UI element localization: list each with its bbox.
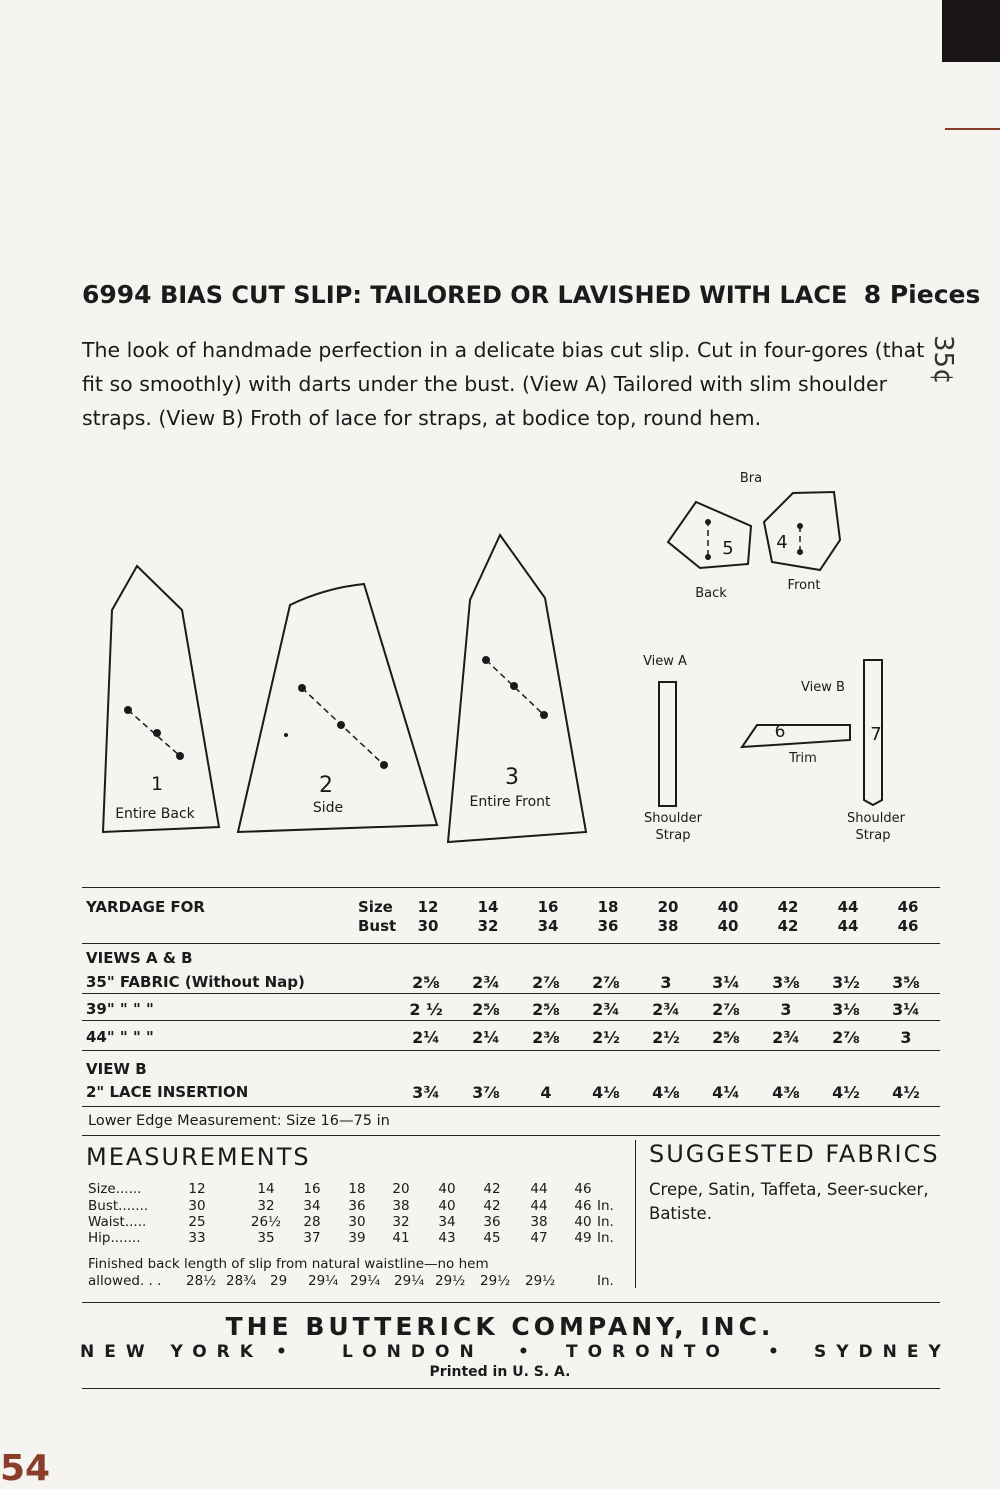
piece-2-outline: [238, 584, 437, 832]
measurement-cell: 36: [483, 1214, 501, 1230]
pattern-name: BIAS CUT SLIP: TAILORED OR LAVISHED WITH LACE: [159, 281, 848, 309]
measurement-cell: 47: [530, 1230, 548, 1246]
measurement-cell: 46: [574, 1181, 592, 1197]
company-name: THE BUTTERICK COMPANY, INC.: [225, 1312, 775, 1341]
yardage-heading: YARDAGE FOR: [86, 898, 205, 916]
yardage-cell: 2¾: [652, 1000, 680, 1019]
finished-length-cell: 28¾: [226, 1273, 257, 1289]
pieces-count: 8 Pieces: [863, 280, 981, 309]
corner-stamp: 54: [0, 1448, 51, 1489]
measurement-unit: In.: [597, 1230, 614, 1246]
corner-rule: [945, 128, 1000, 130]
bust-header-cell: 36: [597, 917, 619, 935]
piece-3-number: 3: [505, 765, 519, 790]
bust-header-cell: 44: [837, 917, 859, 935]
yardage-cell: 2⅞: [712, 1000, 740, 1019]
finished-length-cell: 29¼: [350, 1273, 381, 1289]
fabrics-title: SUGGESTED FABRICS: [649, 1140, 940, 1168]
measurement-cell: 20: [392, 1181, 410, 1197]
table-rule: [82, 1106, 940, 1107]
yardage-cell: 3⅜: [772, 973, 800, 992]
size-header-cell: 44: [837, 898, 859, 916]
measurement-cell: 43: [438, 1230, 456, 1246]
footer-rule: [82, 1388, 940, 1389]
view-b-heading: VIEW B: [86, 1060, 147, 1078]
column-divider: [635, 1140, 636, 1288]
piece-1-label: Entire Back: [115, 806, 195, 822]
fabrics-list: Crepe, Satin, Taffeta, Seer-sucker, Batiste.: [649, 1180, 929, 1223]
pattern-title: [82, 280, 981, 309]
view-a-label: View A: [643, 654, 687, 669]
measurement-cell: 30: [188, 1198, 206, 1214]
measurement-unit: In.: [597, 1214, 614, 1230]
city: SYDNEY: [814, 1342, 951, 1362]
yardage-cell: 2½: [652, 1028, 680, 1047]
yardage-cell: 2⅞: [832, 1028, 860, 1047]
table-rule: [82, 1135, 940, 1136]
measurement-cell: 38: [392, 1198, 410, 1214]
table-rule: [82, 943, 940, 944]
yardage-cell: 2¼: [472, 1028, 500, 1047]
piece-4-outline: [764, 492, 840, 570]
measurement-cell: 46: [574, 1198, 592, 1214]
yardage-cell: 3: [660, 973, 672, 992]
lace-cell: 4⅛: [652, 1083, 680, 1102]
size-header-cell: 40: [717, 898, 739, 916]
city-separator: •: [518, 1342, 539, 1362]
finished-length-cell: 29¼: [308, 1273, 339, 1289]
yardage-cell: 2⅝: [412, 973, 440, 992]
yardage-cell: 3: [900, 1028, 912, 1047]
pattern-description: The look of handmade perfection in a delicate bias cut slip. Cut in four-gores (that fit so smoothly) with darts under the bust. (View A) Tailored with slim shoulder straps. (View B) Froth of lace for straps, at bodice top, round hem.: [82, 338, 925, 430]
size-header-cell: 20: [657, 898, 679, 916]
yardage-row-label: 44" " " ": [86, 1028, 154, 1046]
measurement-cell: 28: [303, 1214, 321, 1230]
footer-rule: [82, 1302, 940, 1303]
measurement-cell: 12: [188, 1181, 206, 1197]
yardage-cell: 2⅞: [532, 973, 560, 992]
measurement-cell: 32: [257, 1198, 275, 1214]
finished-length-cell: 29¼: [394, 1273, 425, 1289]
measurement-cell: 14: [257, 1181, 275, 1197]
measurement-cell: 32: [392, 1214, 410, 1230]
piece-6-number: 6: [774, 722, 786, 742]
finished-length-cell: 28½: [186, 1273, 217, 1289]
piece-6-label: Trim: [789, 751, 817, 766]
yardage-cell: 2¾: [472, 973, 500, 992]
city: LONDON: [342, 1342, 484, 1362]
size-header-cell: 18: [597, 898, 619, 916]
measurements-title: MEASUREMENTS: [86, 1143, 311, 1171]
pattern-number: 6994: [82, 280, 152, 309]
finished-label: allowed. . .: [88, 1273, 162, 1289]
yardage-cell: 2¾: [592, 1000, 620, 1019]
measurement-cell: 16: [303, 1181, 321, 1197]
views-ab-heading: VIEWS A & B: [86, 949, 193, 967]
pattern-pieces-diagram: [0, 460, 1000, 880]
piece-2-label: Side: [312, 800, 344, 816]
bust-header-cell: 32: [477, 917, 499, 935]
finished-length-cell: 29½: [435, 1273, 466, 1289]
measurement-cell: 45: [483, 1230, 501, 1246]
piece-2-number: 2: [319, 773, 333, 798]
yardage-cell: 2 ½: [409, 1000, 443, 1019]
measurement-cell: 41: [392, 1230, 410, 1246]
strap-a-line1: Shoulder: [644, 811, 702, 826]
measurement-cell: 25: [188, 1214, 206, 1230]
finished-length-line: Finished back length of slip from natural waistline—no hem: [88, 1256, 489, 1272]
measurement-cell: 40: [438, 1181, 456, 1197]
finished-length-cell: 29: [270, 1273, 288, 1289]
measurement-cell: 38: [530, 1214, 548, 1230]
piece-3-label: Entire Front: [469, 794, 551, 810]
lace-cell: 3¾: [412, 1083, 440, 1102]
yardage-cell: 3½: [832, 973, 860, 992]
yardage-row-label: 39" " " ": [86, 1000, 154, 1018]
bust-header-cell: 38: [657, 917, 679, 935]
table-rule: [82, 1020, 940, 1021]
piece-6-outline: [742, 725, 850, 747]
piece-shoulder-strap-a: [659, 682, 676, 806]
measurement-cell: 42: [483, 1181, 501, 1197]
size-header-cell: 16: [537, 898, 559, 916]
measurement-row-label: Waist.....: [88, 1214, 147, 1230]
yardage-cell: 2⅜: [532, 1028, 560, 1047]
measurement-cell: 34: [303, 1198, 321, 1214]
measurement-unit: In.: [597, 1198, 614, 1214]
bust-header-cell: 34: [537, 917, 559, 935]
size-header-cell: 12: [417, 898, 439, 916]
measurement-cell: 40: [438, 1198, 456, 1214]
lace-cell: 4⅛: [592, 1083, 620, 1102]
strap-a-line2: Strap: [655, 828, 691, 843]
city-separator: •: [768, 1342, 789, 1362]
yardage-cell: 3¼: [892, 1000, 920, 1019]
measurement-row-label: Size......: [88, 1181, 142, 1197]
yardage-cell: 2⅝: [532, 1000, 560, 1019]
yardage-cell: 2⅞: [592, 973, 620, 992]
measurement-cell: 44: [530, 1181, 548, 1197]
lace-cell: 4½: [832, 1083, 860, 1102]
table-top-rule: [82, 887, 940, 888]
piece-5-label: Back: [695, 586, 727, 601]
table-rule: [82, 1050, 940, 1051]
measurement-cell: 18: [348, 1181, 366, 1197]
size-label: Size: [358, 898, 393, 916]
yardage-cell: 3: [780, 1000, 792, 1019]
lace-cell: 4⅜: [772, 1083, 800, 1102]
table-rule: [82, 993, 940, 994]
bust-label: Bust: [358, 917, 397, 935]
piece-5-number: 5: [722, 538, 734, 559]
measurement-cell: 40: [574, 1214, 592, 1230]
strap-b-line2: Strap: [855, 828, 891, 843]
measurement-row-label: Bust.......: [88, 1198, 149, 1214]
bust-header-cell: 30: [417, 917, 439, 935]
printed-in: Printed in U. S. A.: [429, 1364, 571, 1380]
finished-unit: In.: [597, 1273, 614, 1289]
yardage-cell: 2¼: [412, 1028, 440, 1047]
yardage-cell: 2½: [592, 1028, 620, 1047]
view-b-label: View B: [801, 680, 845, 695]
finished-length-cell: 29½: [480, 1273, 511, 1289]
size-header-cell: 14: [477, 898, 499, 916]
measurement-cell: 39: [348, 1230, 366, 1246]
piece-4-number: 4: [776, 532, 788, 553]
yardage-cell: 2⅝: [712, 1028, 740, 1047]
corner-dark-block: [942, 0, 1000, 62]
city: NEW YORK: [80, 1342, 263, 1362]
measurement-cell: 34: [438, 1214, 456, 1230]
bust-header-cell: 46: [897, 917, 919, 935]
city: TORONTO: [566, 1342, 730, 1362]
yardage-cell: 2⅝: [472, 1000, 500, 1019]
yardage-cell: 2¾: [772, 1028, 800, 1047]
lace-cell: 3⅞: [472, 1083, 500, 1102]
piece-1-number: 1: [150, 773, 164, 795]
measurement-cell: 44: [530, 1198, 548, 1214]
finished-length-cell: 29½: [525, 1273, 556, 1289]
bust-header-cell: 40: [717, 917, 739, 935]
measurement-cell: 33: [188, 1230, 206, 1246]
measurement-row-label: Hip.......: [88, 1230, 141, 1246]
measurement-cell: 36: [348, 1198, 366, 1214]
measurement-cell: 37: [303, 1230, 321, 1246]
lace-cell: 4½: [892, 1083, 920, 1102]
bra-label: Bra: [739, 471, 763, 486]
size-header-cell: 46: [897, 898, 919, 916]
measurement-cell: 30: [348, 1214, 366, 1230]
lace-cell: 4¼: [712, 1083, 740, 1102]
bust-header-cell: 42: [777, 917, 799, 935]
lace-cell: 4: [540, 1083, 552, 1102]
yardage-row-label: 35" FABRIC (Without Nap): [86, 973, 305, 991]
city-separator: •: [276, 1342, 297, 1362]
piece-4-label: Front: [787, 578, 821, 593]
yardage-cell: 3⅛: [832, 1000, 860, 1019]
lace-label: 2" LACE INSERTION: [86, 1083, 249, 1101]
piece-7-number: 7: [870, 724, 882, 745]
measurement-cell: 49: [574, 1230, 592, 1246]
price-stamp: 35¢: [928, 335, 958, 385]
yardage-cell: 3¼: [712, 973, 740, 992]
measurement-cell: 35: [257, 1230, 275, 1246]
measurement-cell: 26½: [250, 1214, 282, 1230]
measurement-cell: 42: [483, 1198, 501, 1214]
lower-edge-note: Lower Edge Measurement: Size 16—75 in: [88, 1113, 390, 1129]
yardage-cell: 3⅝: [892, 973, 920, 992]
strap-b-line1: Shoulder: [847, 811, 905, 826]
size-header-cell: 42: [777, 898, 799, 916]
